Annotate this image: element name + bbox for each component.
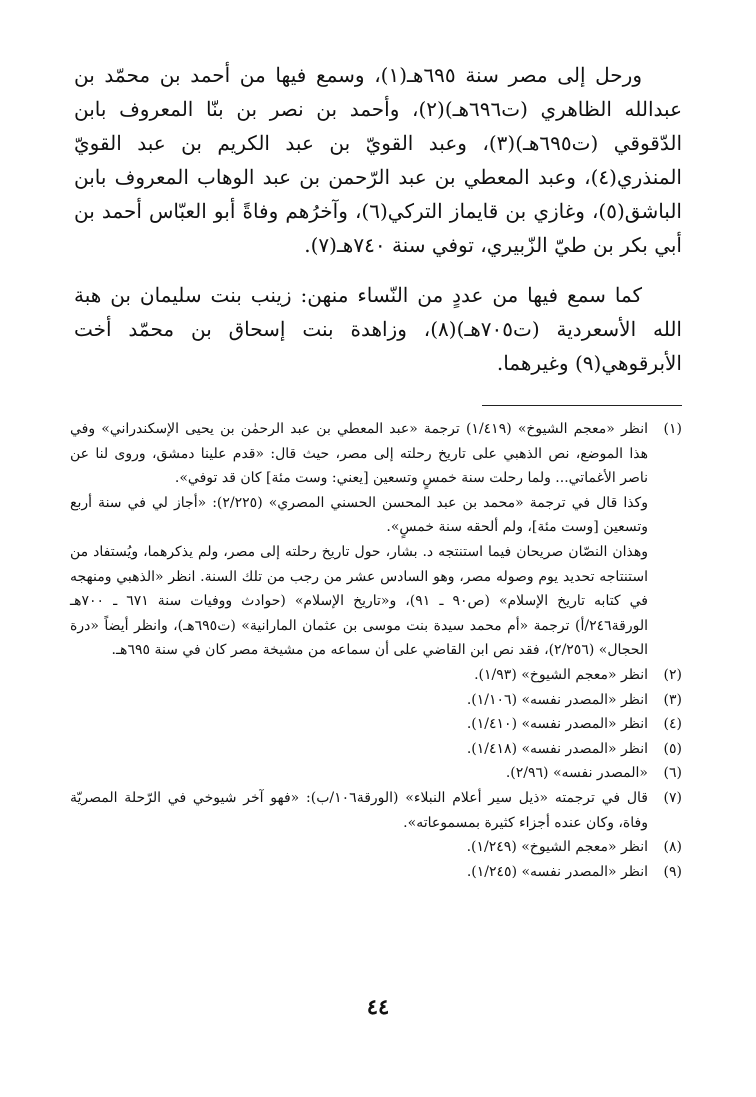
main-text bbox=[74, 58, 682, 380]
footnote bbox=[70, 737, 682, 762]
footnote bbox=[70, 417, 682, 663]
footnote-number: (٢) bbox=[663, 666, 682, 683]
footnote bbox=[70, 761, 682, 786]
footnote-number: (٥) bbox=[663, 740, 682, 757]
footnote-text: قال في ترجمته «ذيل سير أعلام النبلاء» (الورقة١٠٦/ب): «فهو آخر شيوخي في الرّحلة المصريّة وفاة، وكان عنده أجزاء كثيرة بمسموعاته». bbox=[70, 789, 648, 831]
footnote-text: انظر «المصدر نفسه» (١/٤١٠). bbox=[466, 716, 648, 733]
footnote-text: انظر «المصدر نفسه» (١/٢٤٥). bbox=[466, 863, 648, 880]
footnote-text: وكذا قال في ترجمة «محمد بن عبد المحسن الحسني المصري» (٢/٢٢٥): «أجاز لي في سنة أربع وتسعين [وست مئة]، ولم ألحقه سنة خمسٍ». bbox=[70, 494, 648, 536]
footnote-number: (٣) bbox=[663, 691, 682, 708]
main-paragraph: ورحل إلى مصر سنة ٦٩٥هـ(١)، وسمع فيها من أحمد بن محمّد بن عبدالله الظاهري (ت٦٩٦هـ)(٢)، وأحمد بن نصر بن بنّا المعروف بابن الدّقوقي (ت٦٩٥هـ)(٣)، وعبد القويّ بن عبد الكريم بن عبد القويّ المنذري(٤)، وعبد المعطي بن عبد الرّحمن بن عبد الوهاب المعروف بابن الباشق(٥)، وغازي بن قايماز التركي(٦)، وآخرُهم وفاةً أبو العبّاس أحمد بن أبي بكر بن طيّ الزّبيري، توفي سنة ٧٤٠هـ(٧). bbox=[74, 63, 683, 257]
footnote-number: (٦) bbox=[663, 765, 682, 782]
footnote-number: (٤) bbox=[663, 716, 682, 733]
footnote bbox=[70, 786, 682, 835]
footnote bbox=[70, 860, 682, 885]
footnote-text: انظر «معجم الشيوخ» (١/٩٣). bbox=[474, 666, 648, 683]
footnote-text: انظر «معجم الشيوخ» (١/٤١٩) ترجمة «عبد المعطي بن عبد الرحمٰن بن يحيى الإسكندراني» وفي هذا الموضع، نص الذهبي على تاريخ رحلته إلى مصر، حيث قال: «قدم علينا دمشق، وروى لنا عن ناصر الأغماتي... ولما رحلت سنة خمسٍ وتسعين [يعني: وست مئة] كان قد توفي». bbox=[70, 421, 648, 487]
footnote-number: (٨) bbox=[663, 839, 682, 856]
main-paragraph: كما سمع فيها من عددٍ من النّساء منهن: زينب بنت سليمان بن هبة الله الأسعردية (ت٧٠٥هـ)(٨)، وزاهدة بنت إسحاق بن محمّد أخت الأبرقوهي(٩) وغيرهما. bbox=[74, 283, 682, 375]
footnote-number: (١) bbox=[663, 421, 682, 437]
footnote-text: انظر «المصدر نفسه» (١/٤١٨). bbox=[466, 740, 648, 757]
page-number: ٤٤ bbox=[366, 994, 390, 1019]
footnote bbox=[70, 712, 682, 737]
footnote-text: انظر «المصدر نفسه» (١/١٠٦). bbox=[466, 691, 648, 708]
footnote-text: انظر «معجم الشيوخ» (١/٢٤٩). bbox=[466, 839, 648, 856]
footnote-number: (٧) bbox=[663, 789, 682, 806]
footnotes bbox=[70, 417, 682, 884]
footnote bbox=[70, 688, 682, 713]
footnote-number: (٩) bbox=[663, 863, 682, 880]
footnote-text: «المصدر نفسه» (٢/٩٦). bbox=[505, 765, 648, 782]
footnote-text: وهذان النصّان صريحان فيما استنتجه د. بشار، حول تاريخ رحلته إلى مصر، ولم يذكرهما، ويُستفاد من استنتاجه تحديد يوم وصوله مصر، وهو السادس عشر من رجب من تلك السنة. انظر «الذهبي ومنهجه في كتابه تاريخ الإسلام» (ص٩٠ ـ ٩١)، و«تاريخ الإسلام» (حوادث ووفيات سنة ٦٧١ ـ ٧٠٠هـ الورقة٢٤٦/أ) ترجمة «أم محمد سيدة بنت موسى بن عثمان المارانية» (ت٦٩٥هـ)، وانظر أيضاً «درة الحجال» (٢/٢٥٦)، فقد نص ابن القاضي على أن سماعه من مشيخة مصر كان في سنة ٦٩٥هـ. bbox=[70, 543, 648, 659]
footnote bbox=[70, 835, 682, 860]
footnote bbox=[70, 663, 682, 688]
footnote-separator bbox=[482, 405, 682, 406]
